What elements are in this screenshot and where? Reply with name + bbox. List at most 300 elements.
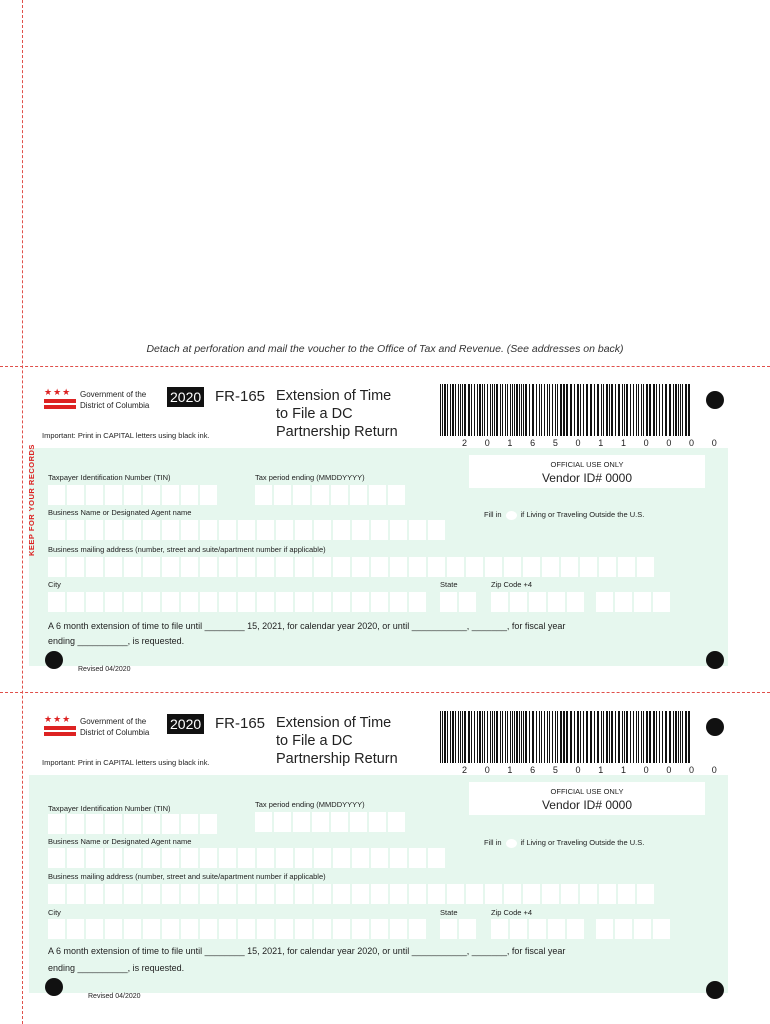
barcode-bar bbox=[536, 384, 537, 436]
char-box[interactable] bbox=[67, 814, 84, 834]
char-box[interactable] bbox=[388, 812, 405, 832]
char-box[interactable] bbox=[371, 520, 388, 540]
char-box[interactable] bbox=[333, 884, 350, 904]
city-label: City bbox=[48, 908, 61, 917]
char-box[interactable] bbox=[615, 919, 632, 939]
barcode-bar bbox=[510, 711, 511, 763]
barcode-bar bbox=[484, 384, 485, 436]
char-box[interactable] bbox=[255, 812, 272, 832]
char-box[interactable] bbox=[162, 485, 179, 505]
char-box[interactable] bbox=[257, 592, 274, 612]
char-box[interactable] bbox=[162, 884, 179, 904]
barcode-bar bbox=[566, 711, 568, 763]
char-box[interactable] bbox=[447, 557, 464, 577]
barcode-bar bbox=[492, 384, 493, 436]
char-box[interactable] bbox=[542, 557, 559, 577]
char-box[interactable] bbox=[440, 592, 457, 612]
city-input[interactable] bbox=[48, 919, 428, 939]
barcode-bar bbox=[471, 384, 472, 436]
char-box[interactable] bbox=[257, 848, 274, 868]
voucher-1 bbox=[0, 362, 770, 682]
char-box[interactable] bbox=[105, 919, 122, 939]
barcode-bar bbox=[570, 384, 572, 436]
char-box[interactable] bbox=[369, 485, 386, 505]
address-input[interactable] bbox=[48, 557, 656, 577]
char-box[interactable] bbox=[181, 814, 198, 834]
char-box[interactable] bbox=[219, 884, 236, 904]
barcode-bar bbox=[586, 711, 588, 763]
char-box[interactable] bbox=[409, 557, 426, 577]
char-box[interactable] bbox=[428, 557, 445, 577]
barcode-bar bbox=[577, 384, 579, 436]
barcode-bar bbox=[536, 711, 537, 763]
barcode-bar bbox=[450, 384, 451, 436]
char-box[interactable] bbox=[200, 919, 217, 939]
char-box[interactable] bbox=[67, 485, 84, 505]
barcode-bar bbox=[688, 711, 690, 763]
char-box[interactable] bbox=[124, 919, 141, 939]
char-box[interactable] bbox=[124, 848, 141, 868]
char-box[interactable] bbox=[200, 520, 217, 540]
char-box[interactable] bbox=[634, 919, 651, 939]
form-title: Extension of Time to File a DC Partnership Return bbox=[276, 715, 398, 767]
char-box[interactable] bbox=[219, 919, 236, 939]
char-box[interactable] bbox=[295, 848, 312, 868]
char-box[interactable] bbox=[295, 557, 312, 577]
char-box[interactable] bbox=[352, 557, 369, 577]
barcode-bar bbox=[516, 384, 518, 436]
barcode-bar bbox=[492, 711, 493, 763]
char-box[interactable] bbox=[491, 592, 508, 612]
char-box[interactable] bbox=[238, 520, 255, 540]
char-box[interactable] bbox=[485, 884, 502, 904]
char-box[interactable] bbox=[200, 557, 217, 577]
char-box[interactable] bbox=[67, 919, 84, 939]
char-box[interactable] bbox=[48, 884, 65, 904]
barcode-bar bbox=[519, 711, 520, 763]
char-box[interactable] bbox=[48, 485, 65, 505]
char-box[interactable] bbox=[390, 848, 407, 868]
char-box[interactable] bbox=[504, 557, 521, 577]
char-box[interactable] bbox=[200, 884, 217, 904]
tin-input[interactable] bbox=[48, 485, 219, 505]
business-name-input[interactable] bbox=[48, 848, 447, 868]
barcode-bar bbox=[601, 384, 602, 436]
barcode-bar bbox=[482, 711, 483, 763]
barcode-bar bbox=[603, 711, 604, 763]
char-box[interactable] bbox=[105, 520, 122, 540]
char-box[interactable] bbox=[567, 592, 584, 612]
char-box[interactable] bbox=[350, 485, 367, 505]
char-box[interactable] bbox=[447, 884, 464, 904]
char-box[interactable] bbox=[48, 814, 65, 834]
char-box[interactable] bbox=[143, 557, 160, 577]
business-name-label: Business Name or Designated Agent name bbox=[48, 508, 192, 517]
barcode-bar bbox=[649, 711, 651, 763]
char-box[interactable] bbox=[466, 557, 483, 577]
char-box[interactable] bbox=[276, 592, 293, 612]
char-box[interactable] bbox=[48, 557, 65, 577]
barcode-bar bbox=[626, 384, 628, 436]
char-box[interactable] bbox=[333, 520, 350, 540]
char-box[interactable] bbox=[510, 592, 527, 612]
char-box[interactable] bbox=[485, 557, 502, 577]
char-box[interactable] bbox=[352, 919, 369, 939]
barcode-bar bbox=[580, 384, 581, 436]
char-box[interactable] bbox=[440, 919, 457, 939]
char-box[interactable] bbox=[409, 884, 426, 904]
zip-separator bbox=[586, 919, 596, 939]
char-box[interactable] bbox=[124, 592, 141, 612]
tin-label: Taxpayer Identification Number (TIN) bbox=[48, 804, 171, 813]
char-box[interactable] bbox=[276, 884, 293, 904]
outside-us-checkbox[interactable] bbox=[506, 839, 517, 848]
char-box[interactable] bbox=[580, 557, 597, 577]
char-box[interactable] bbox=[48, 520, 65, 540]
char-box[interactable] bbox=[580, 884, 597, 904]
char-box[interactable] bbox=[255, 485, 272, 505]
char-box[interactable] bbox=[314, 919, 331, 939]
barcode-bar bbox=[547, 711, 548, 763]
tin-input[interactable] bbox=[48, 814, 219, 834]
barcode-bar bbox=[490, 384, 491, 436]
state-label: State bbox=[440, 908, 458, 917]
barcode-bar bbox=[490, 711, 491, 763]
barcode-bar bbox=[603, 384, 604, 436]
barcode-bar bbox=[597, 384, 599, 436]
char-box[interactable] bbox=[105, 848, 122, 868]
char-box[interactable] bbox=[276, 557, 293, 577]
char-box[interactable] bbox=[86, 485, 103, 505]
char-box[interactable] bbox=[181, 919, 198, 939]
char-box[interactable] bbox=[510, 919, 527, 939]
char-box[interactable] bbox=[48, 592, 65, 612]
char-box[interactable] bbox=[314, 592, 331, 612]
zip-input[interactable] bbox=[491, 919, 672, 939]
char-box[interactable] bbox=[653, 919, 670, 939]
char-box[interactable] bbox=[257, 884, 274, 904]
char-box[interactable] bbox=[596, 919, 613, 939]
char-box[interactable] bbox=[276, 919, 293, 939]
char-box[interactable] bbox=[295, 520, 312, 540]
char-box[interactable] bbox=[238, 919, 255, 939]
barcode-bar bbox=[560, 384, 562, 436]
char-box[interactable] bbox=[352, 848, 369, 868]
char-box[interactable] bbox=[599, 557, 616, 577]
char-box[interactable] bbox=[181, 485, 198, 505]
barcode-bar bbox=[682, 711, 683, 763]
char-box[interactable] bbox=[181, 520, 198, 540]
char-box[interactable] bbox=[390, 592, 407, 612]
barcode-bar bbox=[643, 711, 644, 763]
char-box[interactable] bbox=[634, 592, 651, 612]
char-box[interactable] bbox=[596, 592, 613, 612]
char-box[interactable] bbox=[371, 557, 388, 577]
barcode-bar bbox=[444, 711, 446, 763]
char-box[interactable] bbox=[504, 884, 521, 904]
char-box[interactable] bbox=[274, 812, 291, 832]
char-box[interactable] bbox=[238, 557, 255, 577]
barcode-bar bbox=[502, 384, 503, 436]
detach-instructions: Detach at perforation and mail the voucher to the Office of Tax and Revenue. (See addresses on back) bbox=[146, 343, 624, 355]
char-box[interactable] bbox=[86, 919, 103, 939]
char-box[interactable] bbox=[428, 848, 445, 868]
char-box[interactable] bbox=[181, 557, 198, 577]
char-box[interactable] bbox=[67, 520, 84, 540]
char-box[interactable] bbox=[162, 814, 179, 834]
char-box[interactable] bbox=[105, 884, 122, 904]
char-box[interactable] bbox=[459, 919, 476, 939]
keep-for-records-label: KEEP FOR YOUR RECORDS bbox=[27, 444, 36, 556]
char-box[interactable] bbox=[124, 485, 141, 505]
barcode-bar bbox=[447, 384, 448, 436]
char-box[interactable] bbox=[200, 814, 217, 834]
barcode-bar bbox=[464, 711, 466, 763]
char-box[interactable] bbox=[312, 812, 329, 832]
state-input[interactable] bbox=[440, 919, 478, 939]
char-box[interactable] bbox=[238, 884, 255, 904]
char-box[interactable] bbox=[352, 884, 369, 904]
char-box[interactable] bbox=[388, 485, 405, 505]
char-box[interactable] bbox=[428, 520, 445, 540]
char-box[interactable] bbox=[238, 592, 255, 612]
barcode-bar bbox=[440, 384, 441, 436]
barcode-bar bbox=[521, 711, 522, 763]
char-box[interactable] bbox=[257, 557, 274, 577]
barcode-bar bbox=[574, 384, 575, 436]
char-box[interactable] bbox=[181, 848, 198, 868]
barcode-bar bbox=[685, 384, 687, 436]
char-box[interactable] bbox=[67, 848, 84, 868]
barcode-bar bbox=[477, 384, 478, 436]
char-box[interactable] bbox=[276, 848, 293, 868]
char-box[interactable] bbox=[333, 557, 350, 577]
tax-period-input[interactable] bbox=[255, 812, 407, 832]
char-box[interactable] bbox=[567, 919, 584, 939]
barcode-bar bbox=[462, 384, 463, 436]
char-box[interactable] bbox=[350, 812, 367, 832]
char-box[interactable] bbox=[599, 884, 616, 904]
barcode-bar bbox=[468, 711, 470, 763]
char-box[interactable] bbox=[371, 919, 388, 939]
zip-input[interactable] bbox=[491, 592, 672, 612]
char-box[interactable] bbox=[293, 812, 310, 832]
char-box[interactable] bbox=[314, 520, 331, 540]
char-box[interactable] bbox=[257, 520, 274, 540]
char-box[interactable] bbox=[143, 848, 160, 868]
char-box[interactable] bbox=[466, 884, 483, 904]
char-box[interactable] bbox=[143, 520, 160, 540]
char-box[interactable] bbox=[390, 884, 407, 904]
outside-us-option: Fill in if Living or Traveling Outside the U.S. bbox=[484, 838, 645, 847]
char-box[interactable] bbox=[124, 814, 141, 834]
char-box[interactable] bbox=[86, 848, 103, 868]
barcode-bar bbox=[622, 384, 623, 436]
char-box[interactable] bbox=[371, 884, 388, 904]
char-box[interactable] bbox=[124, 884, 141, 904]
char-box[interactable] bbox=[409, 592, 426, 612]
barcode-bar bbox=[496, 711, 498, 763]
char-box[interactable] bbox=[371, 592, 388, 612]
barcode-bar bbox=[563, 384, 565, 436]
char-box[interactable] bbox=[219, 520, 236, 540]
char-box[interactable] bbox=[295, 592, 312, 612]
business-name-input[interactable] bbox=[48, 520, 447, 540]
char-box[interactable] bbox=[618, 884, 635, 904]
form-panel bbox=[29, 775, 728, 993]
char-box[interactable] bbox=[274, 485, 291, 505]
char-box[interactable] bbox=[181, 592, 198, 612]
barcode-bar bbox=[523, 384, 524, 436]
char-box[interactable] bbox=[331, 485, 348, 505]
char-box[interactable] bbox=[143, 592, 160, 612]
revised-date: Revised 04/2020 bbox=[88, 993, 141, 1000]
barcode-bar bbox=[638, 711, 639, 763]
char-box[interactable] bbox=[219, 592, 236, 612]
char-box[interactable] bbox=[312, 485, 329, 505]
char-box[interactable] bbox=[293, 485, 310, 505]
barcode-bar bbox=[512, 384, 513, 436]
barcode-bar bbox=[622, 711, 623, 763]
char-box[interactable] bbox=[529, 592, 546, 612]
char-box[interactable] bbox=[409, 520, 426, 540]
city-input[interactable] bbox=[48, 592, 428, 612]
char-box[interactable] bbox=[548, 592, 565, 612]
barcode-bar bbox=[659, 384, 660, 436]
char-box[interactable] bbox=[352, 592, 369, 612]
char-box[interactable] bbox=[162, 919, 179, 939]
char-box[interactable] bbox=[523, 884, 540, 904]
char-box[interactable] bbox=[162, 592, 179, 612]
char-box[interactable] bbox=[295, 919, 312, 939]
char-box[interactable] bbox=[124, 520, 141, 540]
char-box[interactable] bbox=[637, 884, 654, 904]
char-box[interactable] bbox=[67, 557, 84, 577]
char-box[interactable] bbox=[333, 848, 350, 868]
char-box[interactable] bbox=[143, 485, 160, 505]
form-id: FR-165 bbox=[215, 715, 266, 732]
barcode-bar bbox=[669, 711, 671, 763]
barcode-bar bbox=[487, 384, 488, 436]
form-title: Extension of Time to File a DC Partnership Return bbox=[276, 388, 398, 440]
char-box[interactable] bbox=[333, 592, 350, 612]
char-box[interactable] bbox=[86, 814, 103, 834]
char-box[interactable] bbox=[86, 557, 103, 577]
barcode-bar bbox=[529, 384, 530, 436]
barcode-bar bbox=[494, 711, 495, 763]
char-box[interactable] bbox=[352, 520, 369, 540]
char-box[interactable] bbox=[491, 919, 508, 939]
char-box[interactable] bbox=[390, 520, 407, 540]
char-box[interactable] bbox=[333, 919, 350, 939]
registration-dot bbox=[45, 651, 63, 669]
char-box[interactable] bbox=[48, 848, 65, 868]
char-box[interactable] bbox=[276, 520, 293, 540]
char-box[interactable] bbox=[548, 919, 565, 939]
char-box[interactable] bbox=[219, 848, 236, 868]
char-box[interactable] bbox=[162, 520, 179, 540]
char-box[interactable] bbox=[331, 812, 348, 832]
char-box[interactable] bbox=[143, 919, 160, 939]
char-box[interactable] bbox=[86, 520, 103, 540]
barcode-bar bbox=[514, 384, 515, 436]
barcode bbox=[440, 384, 690, 436]
char-box[interactable] bbox=[615, 592, 632, 612]
char-box[interactable] bbox=[67, 592, 84, 612]
char-box[interactable] bbox=[86, 884, 103, 904]
char-box[interactable] bbox=[162, 848, 179, 868]
char-box[interactable] bbox=[314, 884, 331, 904]
char-box[interactable] bbox=[48, 919, 65, 939]
char-box[interactable] bbox=[637, 557, 654, 577]
char-box[interactable] bbox=[409, 919, 426, 939]
barcode-bar bbox=[594, 384, 595, 436]
address-input[interactable] bbox=[48, 884, 656, 904]
char-box[interactable] bbox=[124, 557, 141, 577]
char-box[interactable] bbox=[200, 592, 217, 612]
char-box[interactable] bbox=[409, 848, 426, 868]
char-box[interactable] bbox=[523, 557, 540, 577]
outside-us-checkbox[interactable] bbox=[506, 511, 517, 520]
barcode-bar bbox=[669, 384, 671, 436]
char-box[interactable] bbox=[86, 592, 103, 612]
char-box[interactable] bbox=[529, 919, 546, 939]
char-box[interactable] bbox=[105, 485, 122, 505]
char-box[interactable] bbox=[428, 884, 445, 904]
char-box[interactable] bbox=[371, 848, 388, 868]
char-box[interactable] bbox=[219, 557, 236, 577]
barcode-bar bbox=[646, 711, 648, 763]
char-box[interactable] bbox=[369, 812, 386, 832]
char-box[interactable] bbox=[390, 919, 407, 939]
char-box[interactable] bbox=[105, 557, 122, 577]
barcode-bar bbox=[570, 711, 572, 763]
char-box[interactable] bbox=[67, 884, 84, 904]
char-box[interactable] bbox=[200, 848, 217, 868]
barcode-bar bbox=[583, 711, 584, 763]
tax-period-input[interactable] bbox=[255, 485, 407, 505]
char-box[interactable] bbox=[561, 557, 578, 577]
char-box[interactable] bbox=[390, 557, 407, 577]
char-box[interactable] bbox=[295, 884, 312, 904]
state-input[interactable] bbox=[440, 592, 478, 612]
dc-flag-logo: ★★★ bbox=[44, 388, 76, 410]
barcode-bar bbox=[444, 384, 446, 436]
char-box[interactable] bbox=[105, 814, 122, 834]
barcode-bar bbox=[680, 711, 681, 763]
char-box[interactable] bbox=[143, 814, 160, 834]
char-box[interactable] bbox=[459, 592, 476, 612]
char-box[interactable] bbox=[105, 592, 122, 612]
char-box[interactable] bbox=[200, 485, 217, 505]
char-box[interactable] bbox=[314, 557, 331, 577]
barcode-bar bbox=[525, 711, 527, 763]
char-box[interactable] bbox=[561, 884, 578, 904]
char-box[interactable] bbox=[618, 557, 635, 577]
char-box[interactable] bbox=[162, 557, 179, 577]
char-box[interactable] bbox=[653, 592, 670, 612]
barcode-bar bbox=[560, 711, 562, 763]
char-box[interactable] bbox=[257, 919, 274, 939]
char-box[interactable] bbox=[238, 848, 255, 868]
char-box[interactable] bbox=[542, 884, 559, 904]
barcode-bar bbox=[630, 384, 631, 436]
official-use-box: OFFICIAL USE ONLY Vendor ID# 0000 bbox=[469, 782, 705, 815]
char-box[interactable] bbox=[181, 884, 198, 904]
tax-period-label: Tax period ending (MMDDYYYY) bbox=[255, 800, 365, 809]
char-box[interactable] bbox=[314, 848, 331, 868]
char-box[interactable] bbox=[143, 884, 160, 904]
